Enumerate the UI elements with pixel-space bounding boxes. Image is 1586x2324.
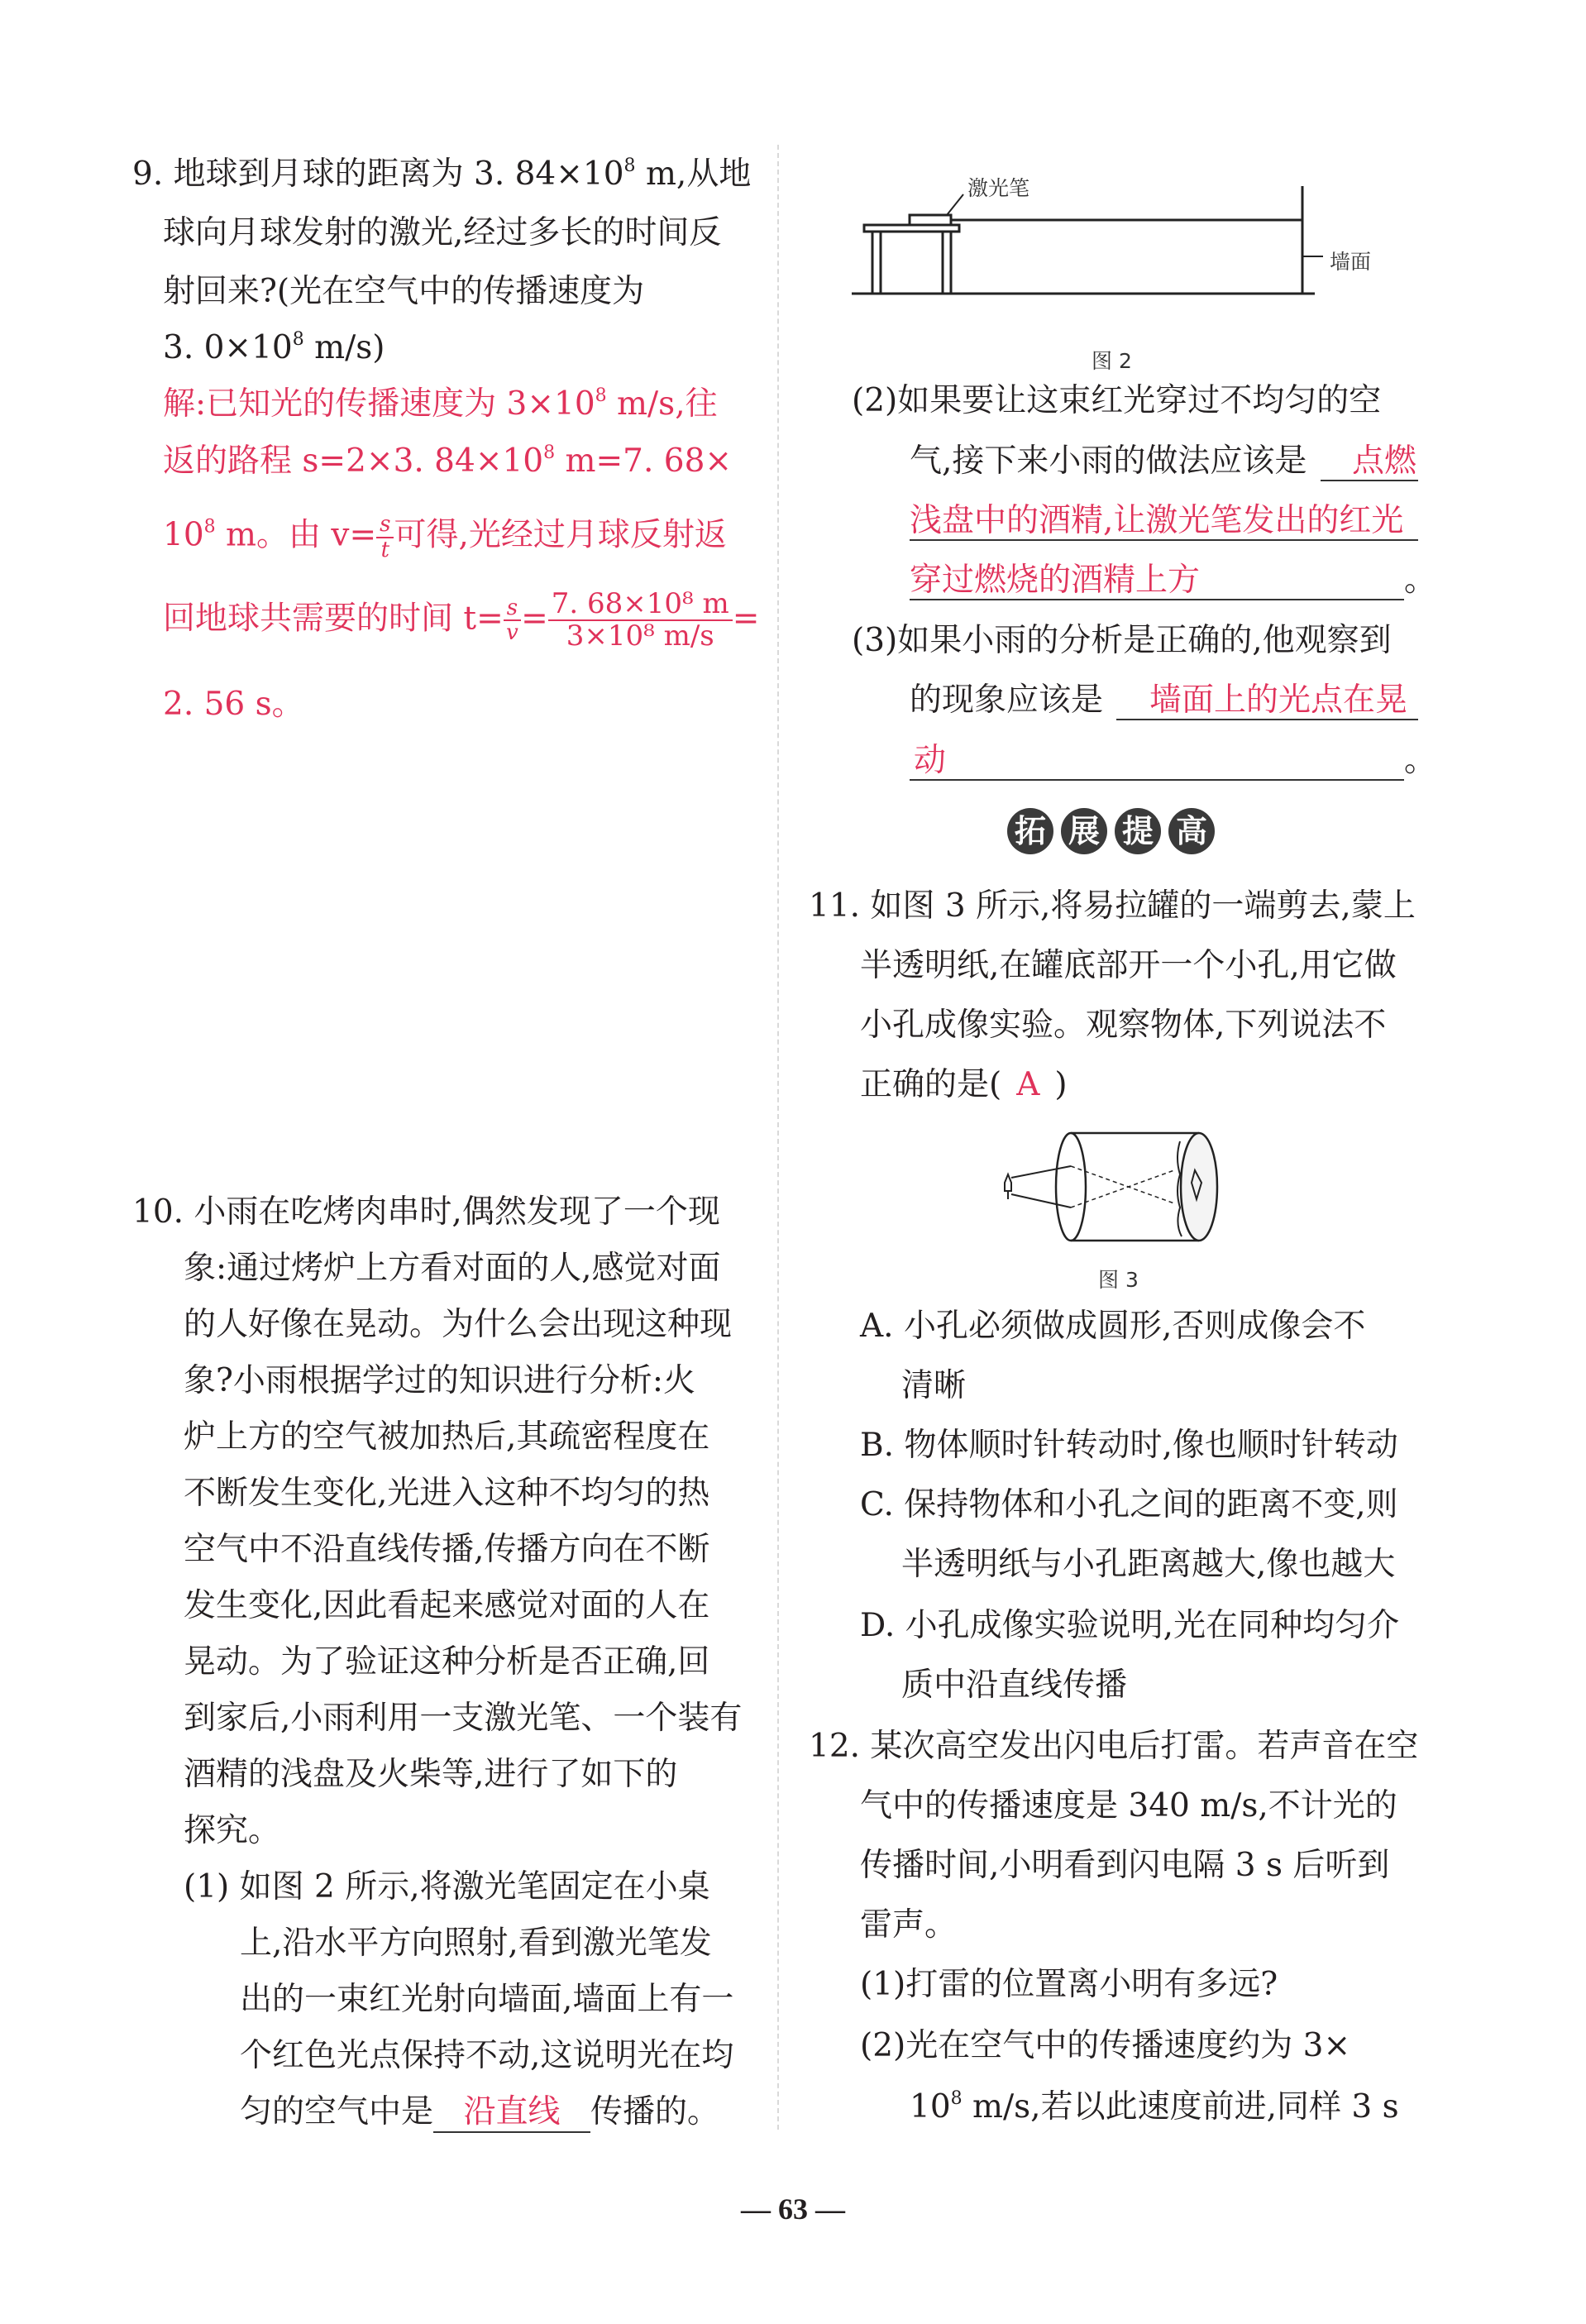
q10-p1-line-5: 匀的空气中是 沿直线 传播的。	[240, 2096, 719, 2133]
q10-p2-answer-2: 浅盘中的酒精,让激光笔发出的红光	[910, 502, 1404, 539]
q10-line-2: 象:通过烤炉上方看对面的人,感觉对面	[184, 1250, 721, 1287]
q10-p3-end: 。	[1404, 742, 1437, 779]
q10-p3-answer-2: 动	[914, 742, 947, 779]
q10-p1-line-1: (1) 如图 2 所示,将激光笔固定在小桌	[184, 1868, 710, 1906]
q10-p1-answer: 沿直线	[433, 2096, 590, 2133]
q11-option-c-cont: 半透明纸与小孔距离越大,像也越大	[901, 1546, 1396, 1583]
q10-line-8: 发生变化,因此看起来感觉对面的人在	[184, 1587, 710, 1624]
q11-option-a-cont: 清晰	[901, 1367, 967, 1404]
q11-line-4: 正确的是( A )	[860, 1066, 1068, 1103]
q10-p3-underline-1	[1116, 719, 1418, 720]
page-number: — 63 —	[741, 2192, 845, 2226]
q9-solution-line-5: 2. 56 s。	[163, 686, 304, 723]
q9-solution-line-4: 回地球共需要的时间 t= $\frac{s}{v}$ = $\frac{\text{7. 68×10⁸ m}}{\text{3×10⁸ m/s}}$ =	[163, 587, 760, 653]
q10-p2-end: 。	[1404, 562, 1437, 599]
q10-line-12: 探究。	[184, 1812, 281, 1849]
column-divider	[777, 145, 779, 2130]
q10-line-6: 不断发生变化,光进入这种不均匀的热	[184, 1475, 710, 1512]
fraction-s-over-t: $\frac{s}{t}$	[376, 513, 394, 562]
q11-line-2: 半透明纸,在罐底部开一个小孔,用它做	[860, 947, 1397, 984]
figure-2-diagram	[843, 157, 1439, 306]
q11-option-d: D. 小孔成像实验说明,光在同种均匀介	[860, 1607, 1400, 1644]
q9-line-3: 射回来?(光在空气中的传播速度为	[163, 273, 645, 310]
q11-answer: A	[1016, 1066, 1040, 1103]
q10-p2-underline-3	[910, 599, 1404, 600]
section-badge-4: 高	[1168, 808, 1215, 854]
section-badge-2: 展	[1061, 808, 1107, 854]
q10-line-11: 酒精的浅盘及火柴等,进行了如下的	[184, 1756, 678, 1793]
fraction-time: $\frac{\text{7. 68×10⁸ m}}{\text{3×10⁸ m/s}}$	[548, 589, 733, 653]
section-badge-3: 提	[1115, 808, 1161, 854]
q10-line-7: 空气中不沿直线传播,传播方向在不断	[184, 1531, 710, 1568]
q12-line-3: 传播时间,小明看到闪电隔 3 s 后听到	[860, 1847, 1390, 1884]
q11-option-c: C. 保持物体和小孔之间的距离不变,则	[860, 1486, 1398, 1523]
q10-p2-underline-2	[910, 539, 1418, 541]
q10-p3-line-1: (3)如果小雨的分析是正确的,他观察到	[852, 622, 1392, 659]
q12-line-2: 气中的传播速度是 340 m/s,不计光的	[860, 1787, 1397, 1824]
q12-line-6: (2)光在空气中的传播速度约为 3×	[860, 2027, 1351, 2064]
q9-line-2: 球向月球发射的激光,经过多长的时间反	[163, 214, 722, 251]
q10-line-10: 到家后,小雨利用一支激光笔、一个装有	[184, 1700, 743, 1737]
q10-p2-underline-1	[1321, 480, 1418, 481]
q10-line-3: 的人好像在晃动。为什么会出现这种现	[184, 1306, 733, 1343]
figure-2-wall-label: 墙面	[1330, 250, 1372, 274]
figure-2-caption: 图 2	[1092, 349, 1132, 373]
q12-line-7: $10^8$ m/s,若以此速度前进,同样 3 s	[910, 2088, 1399, 2126]
section-badge-1: 拓	[1007, 808, 1053, 854]
q10-p2-answer-3: 穿过燃烧的酒精上方	[910, 562, 1201, 599]
q9-line-4: 3. $0\times 10^8$ m/s)	[163, 329, 385, 366]
q9-solution-line-3: $10^8$ m。由 v= $\frac{s}{t}$ 可得,光经过月球反射返	[163, 512, 727, 562]
q12-line-4: 雷声。	[860, 1906, 958, 1944]
q10-p2-answer-1: 点燃	[1352, 442, 1417, 480]
q10-p3-line-2: 的现象应该是	[910, 681, 1104, 719]
q11-option-a: A. 小孔必须做成圆形,否则成像会不	[860, 1308, 1366, 1345]
q12-line-5: (1)打雷的位置离小明有多远?	[860, 1966, 1278, 2003]
fraction-s-over-v: $\frac{s}{v}$	[504, 596, 521, 645]
q10-p3-answer-1: 墙面上的光点在晃	[1149, 681, 1408, 719]
q11-option-d-cont: 质中沿直线传播	[901, 1666, 1128, 1704]
q10-p2-line-1: (2)如果要让这束红光穿过不均匀的空	[852, 382, 1382, 419]
figure-3-diagram	[988, 1125, 1236, 1249]
figure-2-pen-label: 激光笔	[967, 176, 1030, 200]
q10-p2-line-2: 气,接下来小雨的做法应该是	[910, 442, 1307, 480]
q11-option-b: B. 物体顺时针转动时,像也顺时针转动	[860, 1427, 1398, 1464]
q9-solution-line-2: 返的路程 s=2×3. $84\times 10^8$ m=7. 68×	[163, 442, 733, 480]
q10-line-9: 晃动。为了验证这种分析是否正确,回	[184, 1643, 710, 1681]
q10-p1-line-2: 上,沿水平方向照射,看到激光笔发	[240, 1925, 712, 1962]
q10-line-1: 10. 小雨在吃烤肉串时,偶然发现了一个现	[132, 1193, 720, 1231]
q9-line-1: 9. 地球到月球的距离为 3. $84\times 10^8$ m,从地	[132, 155, 752, 193]
q11-line-1: 11. 如图 3 所示,将易拉罐的一端剪去,蒙上	[809, 887, 1416, 925]
q10-p1-line-3: 出的一束红光射向墙面,墙面上有一	[240, 1981, 734, 2018]
figure-3-caption: 图 3	[1098, 1268, 1139, 1292]
q10-p3-underline-2	[910, 779, 1404, 781]
q10-line-4: 象?小雨根据学过的知识进行分析:火	[184, 1362, 696, 1399]
q10-line-5: 炉上方的空气被加热后,其疏密程度在	[184, 1418, 710, 1456]
q11-line-3: 小孔成像实验。观察物体,下列说法不	[860, 1007, 1387, 1044]
q10-p1-line-4: 个红色光点保持不动,这说明光在均	[240, 2037, 734, 2074]
q9-solution-line-1: 解:已知光的传播速度为 $3\times 10^8$ m/s,往	[163, 385, 718, 423]
q12-line-1: 12. 某次高空发出闪电后打雷。若声音在空	[809, 1728, 1419, 1765]
